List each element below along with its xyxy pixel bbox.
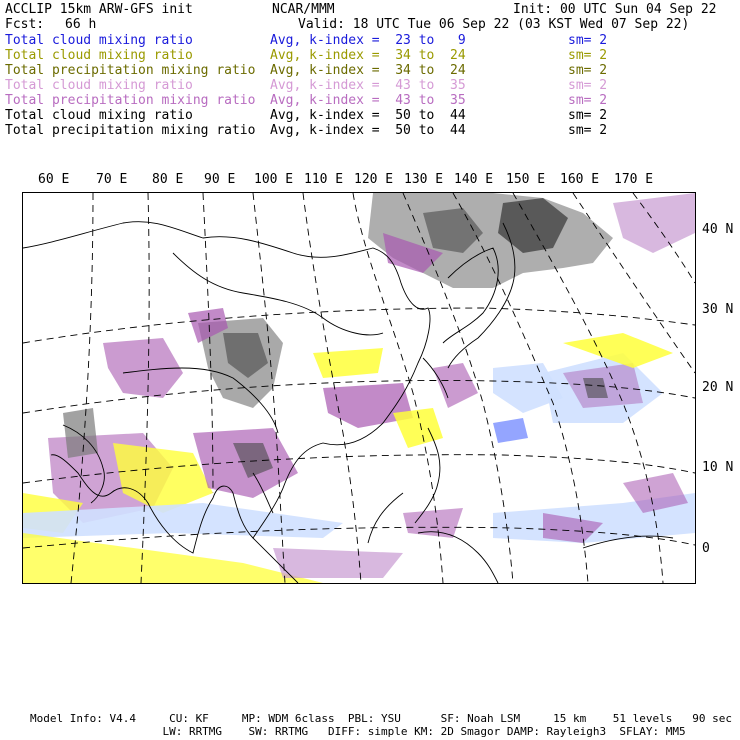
- field-label: Total cloud mixing ratio: [5, 78, 193, 93]
- lon-label: 160 E: [560, 172, 600, 187]
- model-physics-line: LW: RRTMG SW: RRTMG DIFF: simple KM: 2D Smagor DAMP: Rayleigh3 SFLAY: MM5: [30, 725, 686, 738]
- field-smoothing: sm= 2: [568, 78, 608, 93]
- lon-label: 120 E: [354, 172, 394, 187]
- lat-label: 10 N: [702, 460, 734, 475]
- lon-label: 60 E: [38, 172, 70, 187]
- lat-label: 30 N: [702, 302, 734, 317]
- field-row: [5, 108, 735, 123]
- lat-label: 0: [702, 541, 710, 556]
- valid-time: Valid: 18 UTC Tue 06 Sep 22 (03 KST Wed 07 Sep 22): [298, 17, 690, 32]
- field-smoothing: sm= 2: [568, 93, 608, 108]
- field-smoothing: sm= 2: [568, 63, 608, 78]
- field-label: Total cloud mixing ratio: [5, 33, 193, 48]
- field-smoothing: sm= 2: [568, 108, 608, 123]
- lon-label: 70 E: [96, 172, 128, 187]
- field-row: [5, 123, 735, 138]
- lon-label: 90 E: [204, 172, 236, 187]
- lat-label: 40 N: [702, 222, 734, 237]
- model-info-line: Model Info: V4.4 CU: KF MP: WDM 6class PBL: YSU SF: Noah LSM 15 km 51 levels 90 sec: [30, 712, 732, 725]
- forecast-hour: 66 h: [65, 17, 97, 32]
- field-row: [5, 78, 735, 93]
- forecast-map: [22, 192, 696, 584]
- field-label: Total cloud mixing ratio: [5, 48, 193, 63]
- field-row: [5, 33, 735, 48]
- field-smoothing: sm= 2: [568, 33, 608, 48]
- lon-label: 140 E: [454, 172, 494, 187]
- init-time: Init: 00 UTC Sun 04 Sep 22: [513, 2, 717, 17]
- field-avg: Avg, k-index = 23 to 9: [270, 33, 466, 48]
- field-label: Total cloud mixing ratio: [5, 108, 193, 123]
- lon-label: 150 E: [506, 172, 546, 187]
- forecast-label: Fcst:: [5, 17, 45, 32]
- lon-label: 130 E: [404, 172, 444, 187]
- lon-label: 170 E: [614, 172, 654, 187]
- field-row: [5, 48, 735, 63]
- field-avg: Avg, k-index = 43 to 35: [270, 93, 466, 108]
- center-label: NCAR/MMM: [272, 2, 335, 17]
- field-avg: Avg, k-index = 50 to 44: [270, 123, 466, 138]
- lon-label: 110 E: [304, 172, 344, 187]
- field-row: [5, 63, 735, 78]
- field-row: [5, 93, 735, 108]
- field-smoothing: sm= 2: [568, 48, 608, 63]
- field-avg: Avg, k-index = 34 to 24: [270, 63, 466, 78]
- field-label: Total precipitation mixing ratio: [5, 93, 256, 108]
- field-smoothing: sm= 2: [568, 123, 608, 138]
- model-title: ACCLIP 15km ARW-GFS init: [5, 2, 193, 17]
- field-label: Total precipitation mixing ratio: [5, 63, 256, 78]
- field-avg: Avg, k-index = 43 to 35: [270, 78, 466, 93]
- field-avg: Avg, k-index = 50 to 44: [270, 108, 466, 123]
- map-canvas: [23, 193, 695, 583]
- lat-label: 20 N: [702, 380, 734, 395]
- field-avg: Avg, k-index = 34 to 24: [270, 48, 466, 63]
- lon-label: 100 E: [254, 172, 294, 187]
- lon-label: 80 E: [152, 172, 184, 187]
- field-label: Total precipitation mixing ratio: [5, 123, 256, 138]
